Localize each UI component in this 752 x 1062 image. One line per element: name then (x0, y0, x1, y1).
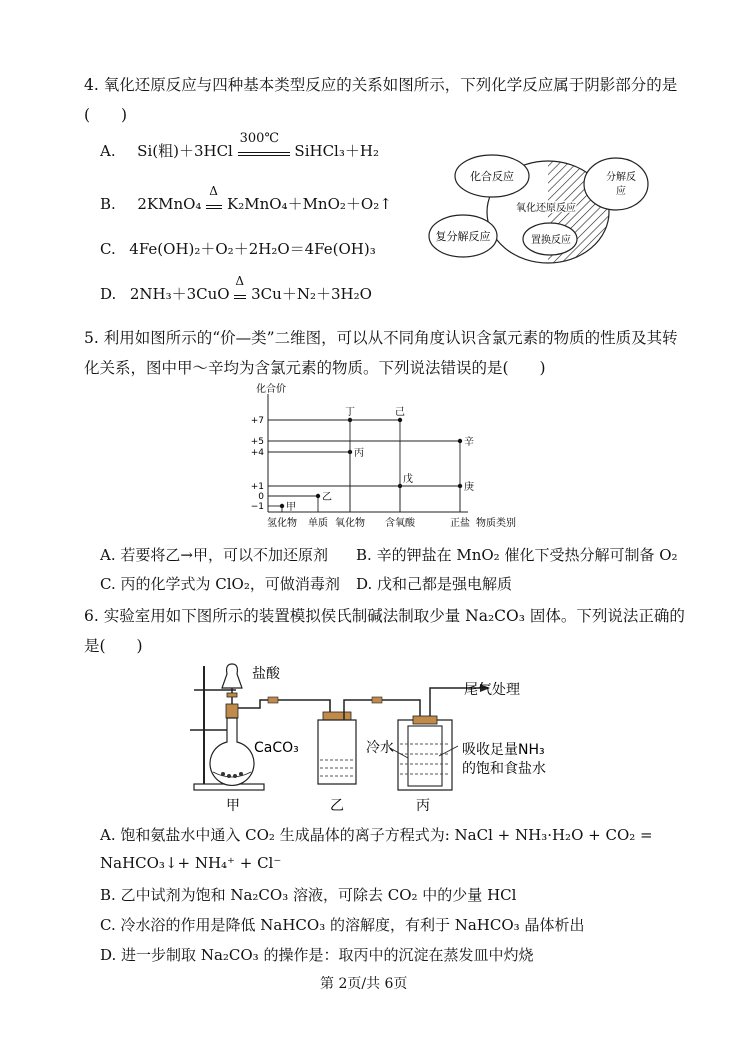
point-label: 己 (395, 407, 405, 418)
data-point (280, 504, 284, 508)
q5-option-b[interactable] (356, 544, 678, 565)
option-letter: D. (100, 285, 117, 303)
option-text: 饱和氨盐水中通入 CO₂ 生成晶体的离子方程式为: NaCl + NH₃·H₂O + CO₂ = (120, 826, 653, 844)
q4-paren: ( ) (84, 106, 128, 124)
q5-option-d[interactable] (356, 573, 512, 594)
hydrochloric-acid-label: 盐酸 (252, 666, 280, 682)
diagram-label: 分解反 (606, 172, 636, 183)
y-tick-label: +4 (250, 448, 264, 458)
option-letter: D. (356, 575, 373, 593)
option-letter: B. (100, 886, 116, 904)
apparatus-bing-label: 丙 (416, 798, 430, 814)
apparatus-yi-label: 乙 (330, 798, 344, 814)
diagram-label: 置换反应 (531, 235, 571, 246)
q4-option-a[interactable] (100, 131, 379, 161)
option-letter: A. (100, 826, 116, 844)
y-tick-label: 0 (258, 492, 264, 502)
q6-option-a-cont (100, 854, 281, 872)
equation-lhs: Si(粗)＋3HCl (137, 142, 233, 160)
y-axis-label: 化合价 (256, 384, 286, 395)
calcium-carbonate-label: CaCO₃ (254, 740, 299, 756)
option-letter: B. (100, 195, 116, 213)
data-point (316, 494, 320, 498)
point-label: 辛 (464, 437, 474, 448)
x-tick-label: 正盐 (450, 518, 470, 529)
q5-option-c[interactable] (100, 573, 340, 594)
y-tick-label: +7 (250, 416, 264, 426)
q4-stem: 4. 氧化还原反应与四种基本类型反应的关系如图所示，下列化学反应属于阴影部分的是 (84, 76, 678, 94)
option-letter: A. (100, 142, 116, 160)
option-letter: C. (100, 575, 116, 593)
q6-stem-line2: 是( ) (84, 637, 143, 655)
cold-water-beaker (398, 720, 452, 790)
absorb-label-1: 吸收足量NH₃ (462, 742, 545, 758)
q6-option-b[interactable] (100, 884, 516, 905)
equation-rhs: K₂MnO₄＋MnO₂＋O₂↑ (227, 195, 392, 213)
option-text: NaHCO₃↓+ NH₄⁺ + Cl⁻ (100, 854, 282, 872)
option-text: 辛的钾盐在 MnO₂ 催化下受热分解可制备 O₂ (376, 546, 678, 564)
q6-stem-line1: 6. 实验室用如下图所示的装置模拟侯氏制碱法制取少量 Na₂CO₃ 固体。下列说法正确的 (84, 607, 685, 625)
equation-lhs: 2KMnO₄ (137, 195, 202, 213)
point-label: 丁 (345, 407, 355, 418)
option-letter: C. (100, 240, 116, 258)
point-label: 甲 (286, 502, 296, 513)
option-letter: C. (100, 916, 116, 934)
valence-class-chart (246, 380, 536, 532)
diagram-label: 氧化还原反应 (516, 203, 576, 214)
reaction-type-diagram (428, 150, 660, 272)
equation-rhs: 3Cu＋N₂＋3H₂O (251, 285, 372, 303)
equation: 4Fe(OH)₂＋O₂＋2H₂O＝4Fe(OH)₃ (129, 240, 376, 258)
y-tick-label: −1 (250, 502, 264, 512)
wash-bottle (318, 720, 356, 784)
equation-lhs: 2NH₃＋3CuO (129, 285, 230, 303)
q4-option-b[interactable] (100, 184, 392, 214)
option-letter: D. (100, 946, 117, 964)
q5-option-a[interactable] (100, 544, 328, 565)
q6-option-c[interactable] (100, 914, 584, 935)
q4-option-d[interactable] (100, 274, 372, 304)
cold-water-label: 冷水 (366, 740, 394, 756)
q6-option-a[interactable] (100, 824, 653, 845)
diagram-label: 复分解反应 (435, 230, 491, 243)
x-tick-label: 含氧酸 (385, 518, 415, 529)
point-label: 庚 (464, 482, 474, 493)
point-label: 戊 (403, 474, 413, 485)
page-footer: 第 2页/共 6页 (320, 976, 408, 992)
apparatus-jia-label: 甲 (226, 798, 240, 814)
exhaust-label: 尾气处理 (464, 682, 520, 698)
q4-option-c[interactable] (100, 238, 376, 259)
option-text: 冷水浴的作用是降低 NaHCO₃ 的溶解度，有利于 NaHCO₃ 晶体析出 (120, 916, 585, 934)
option-letter: A. (100, 546, 116, 564)
decomposition-ellipse (584, 158, 648, 210)
q5-stem-line1: 5. 利用如图所示的“价—类”二维图，可以从不同角度认识含氯元素的物质的性质及其转 (84, 329, 678, 347)
q5-stem-line2: 化关系，图中甲～辛均为含氯元素的物质。下列说法错误的是( ) (84, 359, 546, 377)
point-label: 乙 (322, 492, 332, 503)
reaction-condition: Δ (235, 274, 245, 288)
separatory-funnel (222, 664, 242, 688)
y-tick-label: +1 (250, 482, 264, 492)
point-label: 丙 (354, 448, 364, 459)
y-tick-label: +5 (250, 437, 264, 447)
reaction-condition: 300℃ (239, 131, 279, 146)
reaction-condition: Δ (209, 184, 218, 198)
option-text: 乙中试剂为饱和 Na₂CO₃ 溶液，可除去 CO₂ 中的少量 HCl (120, 886, 517, 904)
x-tick-label: 单质 (308, 518, 328, 529)
option-letter: B. (356, 546, 372, 564)
q6-option-d[interactable] (100, 944, 533, 965)
diagram-label: 化合反应 (470, 170, 514, 183)
diagram-label: 应 (616, 186, 626, 197)
option-text: 进一步制取 Na₂CO₃ 的操作是：取丙中的沉淀在蒸发皿中灼烧 (121, 946, 534, 964)
apparatus-diagram (180, 660, 580, 818)
option-text: 若要将乙→甲，可以不加还原剂 (120, 546, 328, 564)
x-tick-label: 氢化物 (267, 518, 297, 529)
option-text: 戊和己都是强电解质 (377, 575, 513, 593)
x-tick-label: 氧化物 (335, 518, 365, 529)
data-point (398, 418, 402, 422)
absorb-label-2: 的饱和食盐水 (462, 761, 546, 777)
data-point (458, 439, 462, 443)
option-text: 丙的化学式为 ClO₂，可做消毒剂 (120, 575, 340, 593)
round-bottom-flask (210, 718, 254, 785)
x-axis-label: 物质类别 (476, 518, 516, 529)
equation-rhs: SiHCl₃＋H₂ (294, 142, 379, 160)
